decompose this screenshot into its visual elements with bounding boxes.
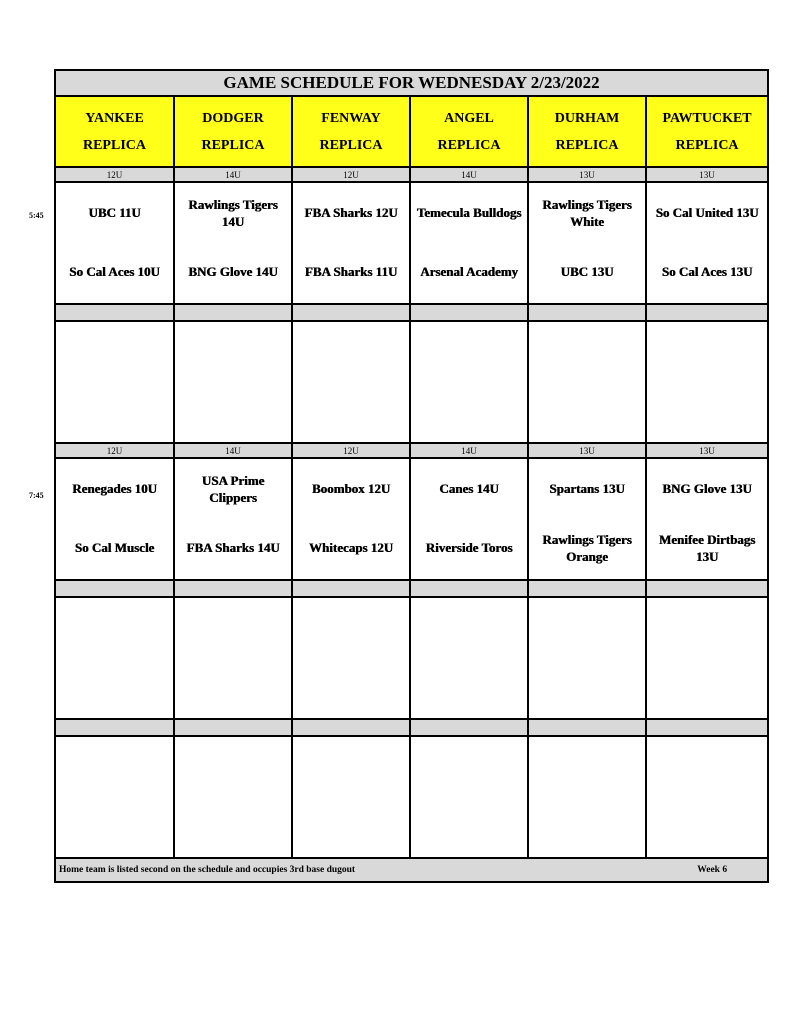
field-sub: REPLICA — [555, 137, 619, 153]
spacer-cell — [528, 719, 646, 736]
home-team: Whitecaps 12U — [308, 540, 394, 555]
spacer-cell — [528, 304, 646, 321]
empty-slot — [528, 321, 646, 443]
spacer-cell — [174, 304, 292, 321]
field-header — [292, 96, 410, 167]
home-team: BNG Glove 14U — [188, 264, 278, 279]
game-cell — [410, 182, 528, 304]
field-name: FENWAY — [321, 110, 381, 126]
spacer-cell — [528, 580, 646, 597]
home-team: Menifee Dirtbags 13U — [658, 531, 756, 564]
empty-slot — [55, 597, 174, 719]
game-cell — [292, 458, 410, 580]
field-header — [646, 96, 768, 167]
age-group: 13U — [528, 443, 646, 458]
spacer-cell — [292, 304, 410, 321]
age-group: 12U — [292, 443, 410, 458]
game-cell — [410, 458, 528, 580]
away-team: USA Prime Clippers — [201, 472, 265, 505]
home-team: FBA Sharks 11U — [304, 264, 398, 279]
age-group: 12U — [292, 167, 410, 182]
footer-bar — [55, 858, 768, 882]
field-header — [174, 96, 292, 167]
week-label: Week 6 — [697, 865, 728, 875]
away-team: FBA Sharks 12U — [304, 205, 398, 220]
game-cell — [528, 458, 646, 580]
away-team: BNG Glove 13U — [662, 481, 752, 496]
schedule-title: GAME SCHEDULE FOR WEDNESDAY 2/23/2022 — [55, 70, 768, 96]
field-name: DURHAM — [554, 110, 620, 126]
field-name: PAWTUCKET — [662, 110, 752, 126]
home-team: So Cal Muscle — [74, 540, 155, 555]
empty-slot — [174, 321, 292, 443]
game-cell — [55, 458, 174, 580]
home-team: So Cal Aces 13U — [661, 264, 753, 279]
game-cell — [528, 182, 646, 304]
age-group: 14U — [174, 167, 292, 182]
spacer-cell — [174, 719, 292, 736]
game-cell — [646, 182, 768, 304]
game-cell — [646, 458, 768, 580]
slot-time: 5:45 — [29, 211, 44, 220]
age-group: 14U — [174, 443, 292, 458]
field-sub: REPLICA — [675, 137, 739, 153]
home-team: Arsenal Academy — [420, 264, 518, 279]
age-group: 12U — [55, 167, 174, 182]
spacer-cell — [55, 304, 174, 321]
field-sub: REPLICA — [82, 137, 146, 153]
slot-time: 7:45 — [29, 491, 44, 500]
home-team: UBC 13U — [560, 264, 614, 279]
age-group: 14U — [410, 443, 528, 458]
empty-slot — [55, 321, 174, 443]
age-group: 12U — [55, 443, 174, 458]
away-team: So Cal United 13U — [655, 205, 759, 220]
spacer-cell — [646, 304, 768, 321]
home-team: FBA Sharks 14U — [186, 540, 280, 555]
game-cell — [174, 182, 292, 304]
away-team: UBC 11U — [88, 205, 141, 220]
spacer-cell — [410, 719, 528, 736]
field-name: DODGER — [202, 110, 264, 126]
away-team: Rawlings Tigers White — [542, 196, 632, 229]
field-header — [55, 96, 174, 167]
spacer-cell — [174, 580, 292, 597]
field-sub: REPLICA — [319, 137, 383, 153]
field-name: ANGEL — [444, 110, 494, 126]
away-team: Temecula Bulldogs — [416, 205, 522, 220]
field-header — [410, 96, 528, 167]
empty-slot — [646, 321, 768, 443]
spacer-cell — [646, 719, 768, 736]
age-group: 13U — [646, 443, 768, 458]
field-header — [528, 96, 646, 167]
game-cell — [174, 458, 292, 580]
age-group: 13U — [528, 167, 646, 182]
empty-slot — [174, 736, 292, 858]
home-team: Riverside Toros — [425, 540, 513, 555]
spacer-cell — [410, 580, 528, 597]
game-cell — [55, 182, 174, 304]
footer-note: Home team is listed second on the schedule and occupies 3rd base dugout — [59, 865, 356, 875]
empty-slot — [410, 736, 528, 858]
spacer-cell — [55, 580, 174, 597]
field-name: YANKEE — [85, 110, 144, 126]
spacer-cell — [646, 580, 768, 597]
empty-slot — [174, 597, 292, 719]
empty-slot — [292, 736, 410, 858]
away-team: Boombox 12U — [311, 481, 391, 496]
age-group: 13U — [646, 167, 768, 182]
empty-slot — [646, 597, 768, 719]
empty-slot — [646, 736, 768, 858]
empty-slot — [292, 321, 410, 443]
away-team: Rawlings Tigers 14U — [188, 196, 278, 229]
schedule-table — [54, 69, 769, 883]
empty-slot — [55, 736, 174, 858]
age-group: 14U — [410, 167, 528, 182]
spacer-cell — [292, 580, 410, 597]
away-team: Renegades 10U — [72, 481, 157, 496]
home-team: So Cal Aces 10U — [69, 264, 160, 279]
field-sub: REPLICA — [201, 137, 265, 153]
empty-slot — [528, 597, 646, 719]
spacer-cell — [410, 304, 528, 321]
spacer-cell — [55, 719, 174, 736]
spacer-cell — [292, 719, 410, 736]
empty-slot — [292, 597, 410, 719]
home-team: Rawlings Tigers Orange — [542, 531, 632, 564]
away-team: Spartans 13U — [549, 481, 625, 496]
game-cell — [292, 182, 410, 304]
field-sub: REPLICA — [437, 137, 501, 153]
away-team: Canes 14U — [439, 481, 499, 496]
empty-slot — [528, 736, 646, 858]
empty-slot — [410, 597, 528, 719]
empty-slot — [410, 321, 528, 443]
